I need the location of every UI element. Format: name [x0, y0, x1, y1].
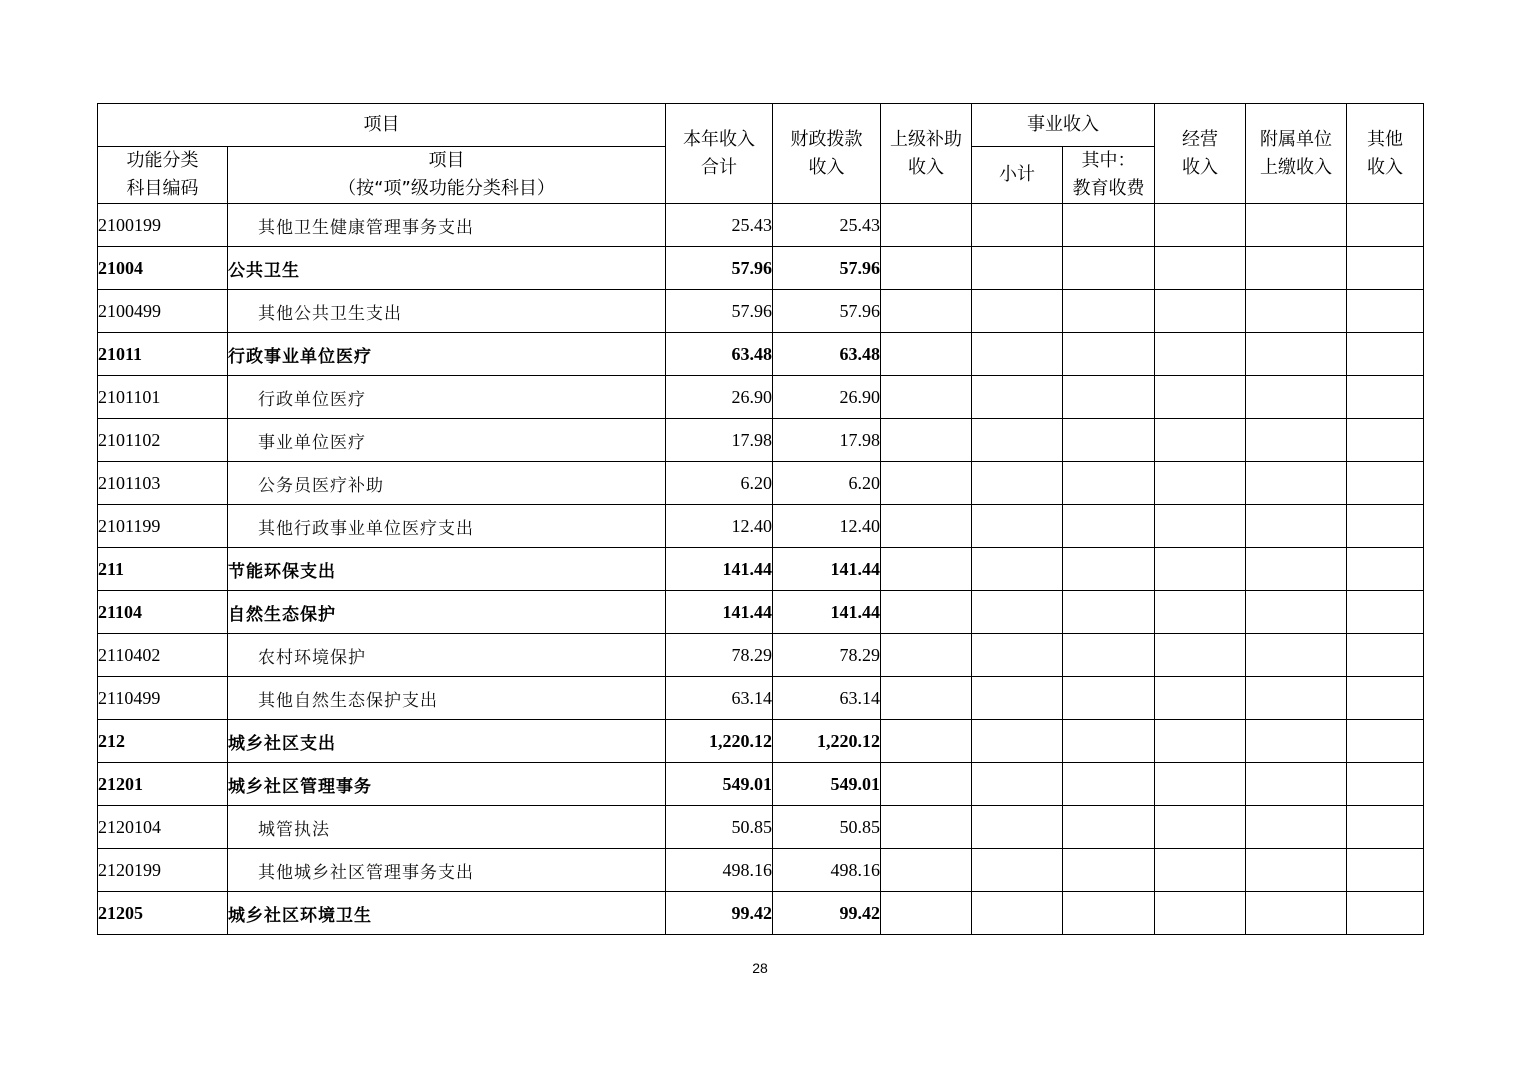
row-operating	[1155, 892, 1246, 935]
row-total-income: 549.01	[666, 763, 773, 806]
row-career-subtotal	[972, 419, 1063, 462]
row-total-income: 26.90	[666, 376, 773, 419]
row-superior-subsidy	[881, 548, 972, 591]
row-education-fee	[1063, 548, 1155, 591]
row-name: 城乡社区管理事务	[228, 763, 666, 806]
row-name: 城乡社区支出	[228, 720, 666, 763]
row-affiliated	[1246, 591, 1347, 634]
row-operating	[1155, 290, 1246, 333]
row-fiscal: 1,220.12	[773, 720, 881, 763]
row-code: 21201	[98, 763, 228, 806]
row-code: 211	[98, 548, 228, 591]
row-career-subtotal	[972, 376, 1063, 419]
row-fiscal: 141.44	[773, 548, 881, 591]
row-superior-subsidy	[881, 634, 972, 677]
row-career-subtotal	[972, 634, 1063, 677]
table-row	[98, 763, 1424, 806]
row-name: 公共卫生	[228, 247, 666, 290]
row-name: 行政单位医疗	[228, 376, 666, 419]
table-row	[98, 204, 1424, 247]
row-name: 其他卫生健康管理事务支出	[228, 204, 666, 247]
row-career-subtotal	[972, 849, 1063, 892]
row-name: 农村环境保护	[228, 634, 666, 677]
row-fiscal: 63.48	[773, 333, 881, 376]
row-education-fee	[1063, 247, 1155, 290]
row-other	[1347, 462, 1424, 505]
row-superior-subsidy	[881, 376, 972, 419]
row-other	[1347, 548, 1424, 591]
row-career-subtotal	[972, 763, 1063, 806]
header-fiscal: 财政拨款 收入	[773, 104, 881, 204]
row-career-subtotal	[972, 720, 1063, 763]
row-fiscal: 549.01	[773, 763, 881, 806]
row-superior-subsidy	[881, 462, 972, 505]
row-education-fee	[1063, 763, 1155, 806]
row-affiliated	[1246, 247, 1347, 290]
row-code: 2101101	[98, 376, 228, 419]
table-row	[98, 677, 1424, 720]
row-code: 212	[98, 720, 228, 763]
row-education-fee	[1063, 591, 1155, 634]
row-fiscal: 78.29	[773, 634, 881, 677]
row-affiliated	[1246, 376, 1347, 419]
row-affiliated	[1246, 548, 1347, 591]
table-row	[98, 591, 1424, 634]
row-affiliated	[1246, 849, 1347, 892]
row-operating	[1155, 677, 1246, 720]
row-affiliated	[1246, 892, 1347, 935]
row-fiscal: 6.20	[773, 462, 881, 505]
row-total-income: 141.44	[666, 548, 773, 591]
row-career-subtotal	[972, 548, 1063, 591]
table-row	[98, 505, 1424, 548]
row-operating	[1155, 462, 1246, 505]
row-operating	[1155, 247, 1246, 290]
row-total-income: 6.20	[666, 462, 773, 505]
row-operating	[1155, 419, 1246, 462]
header-operating: 经营 收入	[1155, 104, 1246, 204]
row-operating	[1155, 763, 1246, 806]
row-total-income: 57.96	[666, 247, 773, 290]
row-total-income: 17.98	[666, 419, 773, 462]
row-superior-subsidy	[881, 892, 972, 935]
row-education-fee	[1063, 677, 1155, 720]
row-other	[1347, 290, 1424, 333]
row-affiliated	[1246, 505, 1347, 548]
row-total-income: 50.85	[666, 806, 773, 849]
row-code: 2101103	[98, 462, 228, 505]
row-other	[1347, 892, 1424, 935]
row-name: 其他城乡社区管理事务支出	[228, 849, 666, 892]
row-education-fee	[1063, 849, 1155, 892]
row-fiscal: 141.44	[773, 591, 881, 634]
row-affiliated	[1246, 806, 1347, 849]
row-affiliated	[1246, 204, 1347, 247]
row-name: 城乡社区环境卫生	[228, 892, 666, 935]
row-code: 2101199	[98, 505, 228, 548]
row-career-subtotal	[972, 204, 1063, 247]
header-item-name: 项目 （按“项”级功能分类科目）	[228, 147, 666, 204]
row-total-income: 57.96	[666, 290, 773, 333]
row-name: 行政事业单位医疗	[228, 333, 666, 376]
row-superior-subsidy	[881, 290, 972, 333]
header-career-income: 事业收入	[972, 104, 1155, 147]
table-row	[98, 892, 1424, 935]
row-education-fee	[1063, 333, 1155, 376]
row-affiliated	[1246, 634, 1347, 677]
table-row	[98, 548, 1424, 591]
row-operating	[1155, 634, 1246, 677]
row-total-income: 63.14	[666, 677, 773, 720]
row-fiscal: 25.43	[773, 204, 881, 247]
row-education-fee	[1063, 462, 1155, 505]
row-superior-subsidy	[881, 763, 972, 806]
row-code: 2110402	[98, 634, 228, 677]
row-other	[1347, 763, 1424, 806]
header-subtotal: 小计	[972, 147, 1063, 204]
table-row	[98, 290, 1424, 333]
income-budget-table	[97, 103, 1424, 935]
header-project: 项目	[98, 104, 666, 147]
row-affiliated	[1246, 419, 1347, 462]
row-code: 2120199	[98, 849, 228, 892]
row-superior-subsidy	[881, 720, 972, 763]
row-code: 2100199	[98, 204, 228, 247]
row-affiliated	[1246, 462, 1347, 505]
row-career-subtotal	[972, 806, 1063, 849]
table-body	[98, 204, 1424, 935]
row-education-fee	[1063, 505, 1155, 548]
row-career-subtotal	[972, 462, 1063, 505]
row-operating	[1155, 376, 1246, 419]
row-career-subtotal	[972, 247, 1063, 290]
row-code: 2101102	[98, 419, 228, 462]
row-career-subtotal	[972, 591, 1063, 634]
row-operating	[1155, 333, 1246, 376]
row-fiscal: 498.16	[773, 849, 881, 892]
table-row	[98, 247, 1424, 290]
row-other	[1347, 806, 1424, 849]
row-code: 21205	[98, 892, 228, 935]
row-code: 2110499	[98, 677, 228, 720]
row-fiscal: 63.14	[773, 677, 881, 720]
row-other	[1347, 333, 1424, 376]
row-fiscal: 12.40	[773, 505, 881, 548]
row-name: 节能环保支出	[228, 548, 666, 591]
row-name: 事业单位医疗	[228, 419, 666, 462]
row-other	[1347, 634, 1424, 677]
row-career-subtotal	[972, 333, 1063, 376]
row-superior-subsidy	[881, 419, 972, 462]
row-superior-subsidy	[881, 849, 972, 892]
row-other	[1347, 849, 1424, 892]
row-total-income: 78.29	[666, 634, 773, 677]
row-other	[1347, 720, 1424, 763]
row-code: 21004	[98, 247, 228, 290]
row-affiliated	[1246, 677, 1347, 720]
row-career-subtotal	[972, 290, 1063, 333]
row-fiscal: 99.42	[773, 892, 881, 935]
row-name: 自然生态保护	[228, 591, 666, 634]
page-number: 28	[752, 960, 768, 976]
row-name: 其他公共卫生支出	[228, 290, 666, 333]
row-name: 城管执法	[228, 806, 666, 849]
row-operating	[1155, 806, 1246, 849]
row-total-income: 63.48	[666, 333, 773, 376]
row-total-income: 99.42	[666, 892, 773, 935]
row-career-subtotal	[972, 505, 1063, 548]
row-total-income: 25.43	[666, 204, 773, 247]
row-code: 2120104	[98, 806, 228, 849]
row-other	[1347, 677, 1424, 720]
row-code: 21011	[98, 333, 228, 376]
row-education-fee	[1063, 290, 1155, 333]
row-fiscal: 57.96	[773, 290, 881, 333]
row-total-income: 141.44	[666, 591, 773, 634]
row-other	[1347, 419, 1424, 462]
row-superior-subsidy	[881, 333, 972, 376]
row-education-fee	[1063, 806, 1155, 849]
table-row	[98, 333, 1424, 376]
table-row	[98, 419, 1424, 462]
table-row	[98, 462, 1424, 505]
header-education-fee: 其中： 教育收费	[1063, 147, 1155, 204]
row-education-fee	[1063, 419, 1155, 462]
row-affiliated	[1246, 333, 1347, 376]
row-affiliated	[1246, 290, 1347, 333]
row-code: 21104	[98, 591, 228, 634]
row-education-fee	[1063, 892, 1155, 935]
row-superior-subsidy	[881, 247, 972, 290]
row-superior-subsidy	[881, 204, 972, 247]
row-name: 其他自然生态保护支出	[228, 677, 666, 720]
table-row	[98, 634, 1424, 677]
row-operating	[1155, 505, 1246, 548]
row-career-subtotal	[972, 677, 1063, 720]
row-other	[1347, 247, 1424, 290]
row-superior-subsidy	[881, 677, 972, 720]
row-education-fee	[1063, 376, 1155, 419]
row-name: 其他行政事业单位医疗支出	[228, 505, 666, 548]
row-career-subtotal	[972, 892, 1063, 935]
row-operating	[1155, 548, 1246, 591]
row-fiscal: 50.85	[773, 806, 881, 849]
row-education-fee	[1063, 634, 1155, 677]
row-superior-subsidy	[881, 806, 972, 849]
row-operating	[1155, 849, 1246, 892]
row-fiscal: 57.96	[773, 247, 881, 290]
row-other	[1347, 505, 1424, 548]
row-affiliated	[1246, 720, 1347, 763]
row-superior-subsidy	[881, 505, 972, 548]
row-education-fee	[1063, 204, 1155, 247]
row-other	[1347, 376, 1424, 419]
row-operating	[1155, 204, 1246, 247]
row-fiscal: 26.90	[773, 376, 881, 419]
header-total-income: 本年收入 合计	[666, 104, 773, 204]
row-fiscal: 17.98	[773, 419, 881, 462]
table-row	[98, 720, 1424, 763]
table-header	[98, 104, 1424, 204]
row-other	[1347, 591, 1424, 634]
row-operating	[1155, 591, 1246, 634]
row-other	[1347, 204, 1424, 247]
row-total-income: 12.40	[666, 505, 773, 548]
row-affiliated	[1246, 763, 1347, 806]
row-total-income: 1,220.12	[666, 720, 773, 763]
table-row	[98, 806, 1424, 849]
header-func-code: 功能分类 科目编码	[98, 147, 228, 204]
row-operating	[1155, 720, 1246, 763]
row-total-income: 498.16	[666, 849, 773, 892]
header-other: 其他 收入	[1347, 104, 1424, 204]
row-education-fee	[1063, 720, 1155, 763]
row-code: 2100499	[98, 290, 228, 333]
table-row	[98, 849, 1424, 892]
row-superior-subsidy	[881, 591, 972, 634]
row-name: 公务员医疗补助	[228, 462, 666, 505]
header-superior-subsidy: 上级补助 收入	[881, 104, 972, 204]
table-row	[98, 376, 1424, 419]
header-affiliated: 附属单位 上缴收入	[1246, 104, 1347, 204]
